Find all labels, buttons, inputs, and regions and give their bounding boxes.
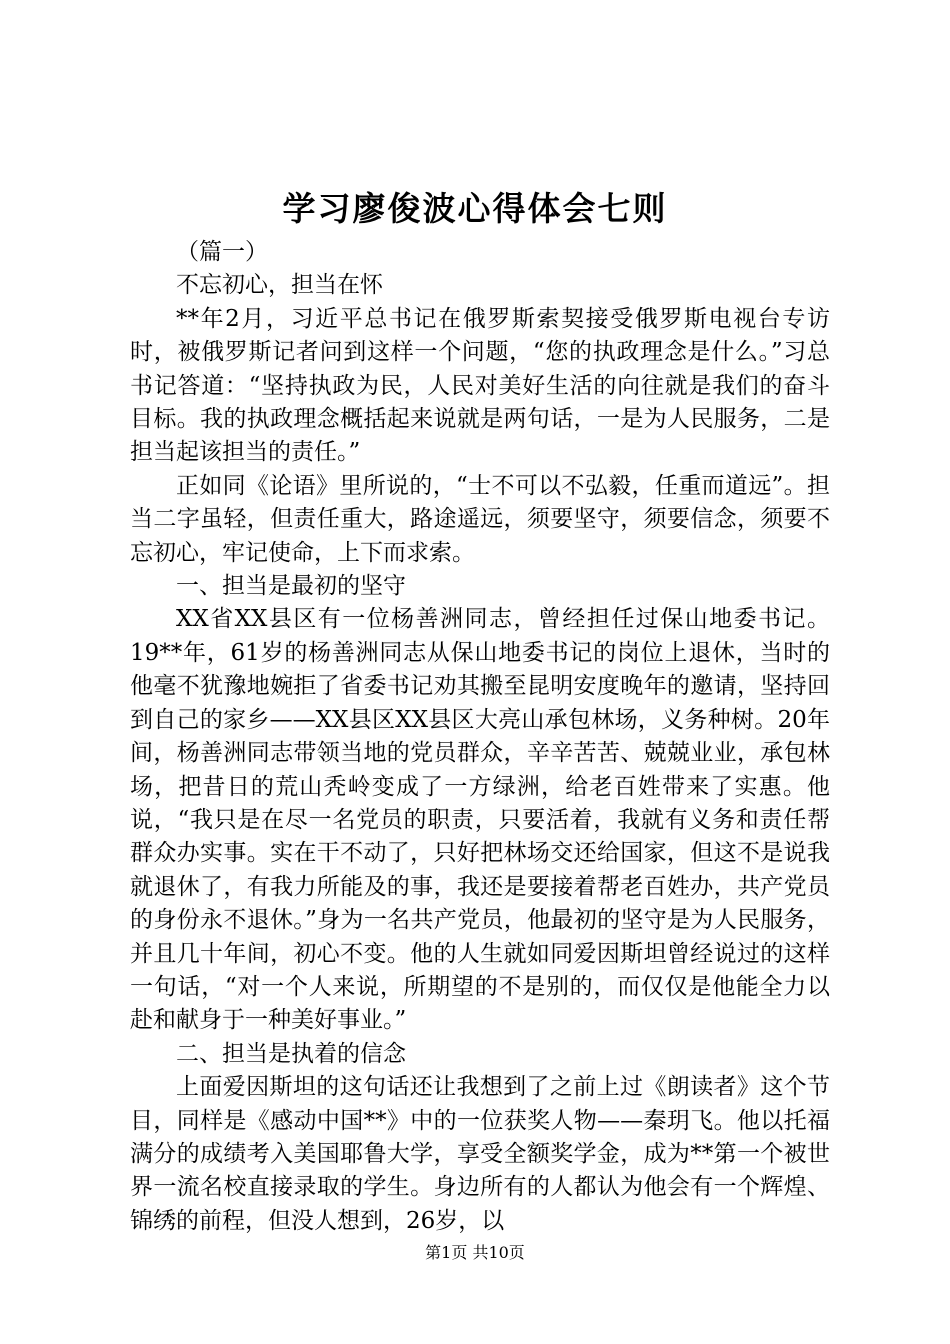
section-heading: 一、担当是最初的坚守 [176,573,406,600]
document-title: 学习廖俊波心得体会七则 [282,189,668,228]
paragraph: XX省XX县区有一位杨善洲同志，曾经担任过保山地委书记。19**年，61岁的杨善洲同志从保山地委书记的岗位上退休，当时的他毫不犹豫地婉拒了省委书记劝其搬至昆明安度晚年的邀请，坚持回到自己的家乡——XX县区XX县区大亮山承包林场，义务种树。20年间，杨善洲同志带领当地的党员群众，辛辛苦苦、兢兢业业，承包林场，把昔日的荒山秃岭变成了一方绿洲，给老百姓带来了实惠。他说，“我只是在尽一名党员的职责，只要活着，我就有义务和责任帮群众办实事。实在干不动了，只好把林场交还给国家，但这不是说我就退休了，有我力所能及的事，我还是要接着帮老百姓办，共产党员的身份永不退休。”身为一名共产党员，他最初的坚守是为人民服务，并且几十年间，初心不变。他的人生就如同爱因斯坦曾经说过的这样一句话，“对一个人来说，所期望的不是别的，而仅仅是他能全力以赴和献身于一种美好事业。” [130,606,830,1034]
paragraph: 正如同《论语》里所说的，“士不可以不弘毅，任重而道远”。担当二字虽轻，但责任重大，路途遥远，须要坚守，须要信念，须要不忘初心，牢记使命，上下而求索。 [130,472,830,566]
section-label: （篇一） [176,239,268,265]
section-heading: 二、担当是执着的信念 [176,1040,406,1067]
subtitle: 不忘初心，担当在怀 [176,272,383,299]
paragraph: 上面爱因斯坦的这句话还让我想到了之前上过《朗读者》这个节目，同样是《感动中国**》中的一位获奖人物——秦玥飞。他以托福满分的成绩考入美国耶鲁大学，享受全额奖学金，成为**第一个被世界一流名校直接录取的学生。身边所有的人都认为他会有一个辉煌、锦绣的前程，但没人想到，26岁，以 [130,1074,830,1234]
page-number-footer: 第1页 共10页 [425,1243,525,1262]
paragraph: **年2月，习近平总书记在俄罗斯索契接受俄罗斯电视台专访时，被俄罗斯记者问到这样一个问题，“您的执政理念是什么。”习总书记答道：“坚持执政为民，人民对美好生活的向往就是我们的奋斗目标。我的执政理念概括起来说就是两句话，一是为人民服务，二是担当起该担当的责任。” [130,305,830,466]
document-body [130,236,830,1238]
